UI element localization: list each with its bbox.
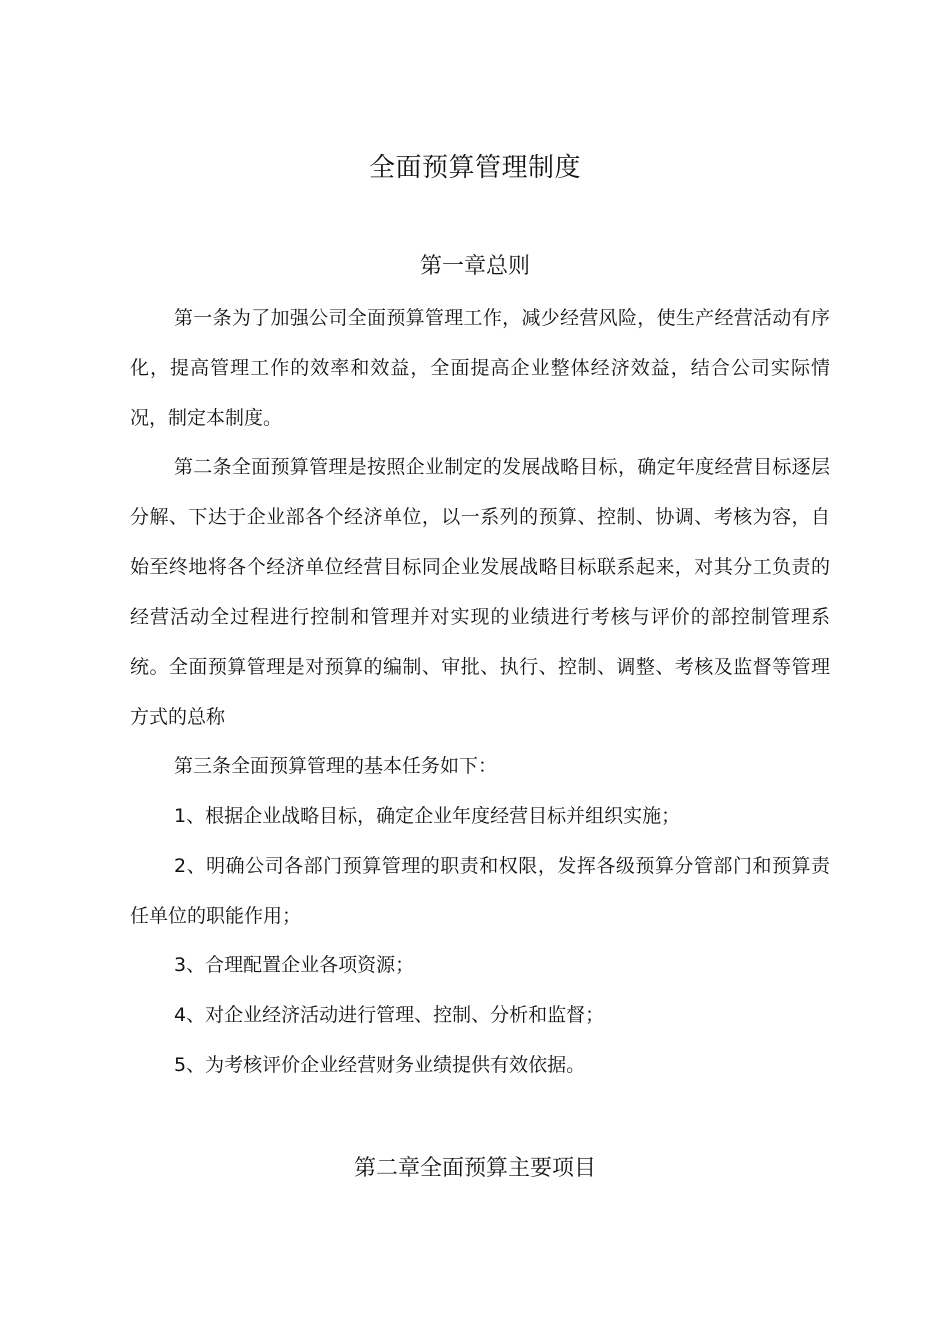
article-1-paragraph: 第一条为了加强公司全面预算管理工作，减少经营风险，使生产经营活动有序化，提高管理工作的效率和效益，全面提高企业整体经济效益，结合公司实际情况，制定本制度。 xyxy=(130,307,830,429)
article-2-paragraph: 第二条全面预算管理是按照企业制定的发展战略目标，确定年度经营目标逐层分解、下达于企业部各个经济单位，以一系列的预算、控制、协调、考核为容，自始至终地将各个经济单位经营目标同企业发展战略目标联系起来，对其分工负责的经营活动全过程进行控制和管理并对实现的业绩进行考核与评价的部控制管理系统。全面预算管理是对预算的编制、审批、执行、控制、调整、考核及监督等管理方式的总称 xyxy=(130,456,830,728)
chapter-1-heading: 第一章总则 xyxy=(419,254,530,279)
task-item-1: 1、根据企业战略目标，确定企业年度经营目标并组织实施； xyxy=(174,805,681,827)
chapter-2-heading: 第二章全面预算主要项目 xyxy=(353,1156,596,1181)
document-title: 全面预算管理制度 xyxy=(368,153,581,183)
task-item-3: 3、合理配置企业各项资源； xyxy=(174,954,415,976)
article-3-paragraph: 第三条全面预算管理的基本任务如下： xyxy=(174,755,498,777)
task-item-2: 2、明确公司各部门预算管理的职责和权限，发挥各级预算分管部门和预算责任单位的职能作用； xyxy=(130,855,830,927)
task-item-5: 5、为考核评价企业经营财务业绩提供有效依据。 xyxy=(174,1054,586,1076)
task-item-4: 4、对企业经济活动进行管理、控制、分析和监督； xyxy=(174,1004,605,1026)
